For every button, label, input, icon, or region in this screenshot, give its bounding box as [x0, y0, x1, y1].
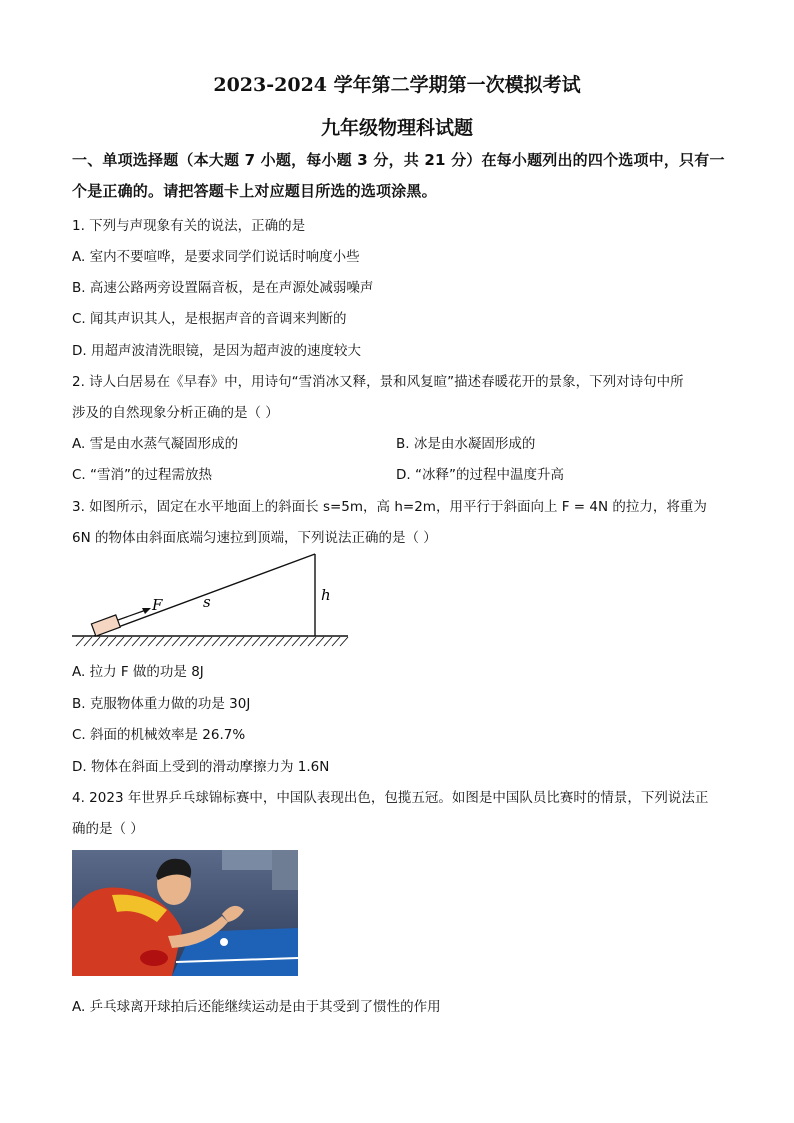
exam-title: 2023-2024 学年第二学期第一次模拟考试 [213, 74, 581, 96]
table-tennis-photo [72, 850, 298, 976]
exam-subtitle: 九年级物理科试题 [320, 117, 473, 139]
q4-option-a: A. 乒乓球离开球拍后还能继续运动是由于其受到了惯性的作用 [72, 999, 441, 1015]
q2-option-d: D. “冰释”的过程中温度升高 [396, 467, 564, 483]
block [91, 615, 120, 636]
q3-option-a: A. 拉力 F 做的功是 8J [72, 664, 204, 680]
q3-stem-line1: 3. 如图所示，固定在水平地面上的斜面长 s=5m，高 h=2m，用平行于斜面向上 F = 4N 的拉力，将重为 [72, 499, 707, 515]
q3-option-b: B. 克服物体重力做的功是 30J [72, 696, 251, 712]
q3-option-d: D. 物体在斜面上受到的滑动摩擦力为 1.6N [72, 759, 330, 775]
q2-option-c: C. “雪消”的过程需放热 [72, 467, 212, 483]
q2-stem-line1: 2. 诗人白居易在《早春》中，用诗句“雪消冰又释，景和风复暄”描述春暖花开的景象，下列对诗句中所 [72, 374, 684, 390]
q1-option-d: D. 用超声波清洗眼镜，是因为超声波的速度较大 [72, 343, 361, 359]
q2-option-a: A. 雪是由水蒸气凝固形成的 [72, 436, 239, 452]
ground-hatching [76, 637, 348, 646]
incline-diagram [72, 552, 352, 652]
q1-stem: 1. 下列与声现象有关的说法，正确的是 [72, 218, 306, 234]
q1-option-b: B. 高速公路两旁设置隔音板，是在声源处减弱噪声 [72, 280, 374, 296]
q1-option-c: C. 闻其声识其人，是根据声音的音调来判断的 [72, 311, 347, 327]
q3-stem-line2: 6N 的物体由斜面底端匀速拉到顶端，下列说法正确的是（ ） [72, 530, 437, 546]
q2-stem-line2: 涉及的自然现象分析正确的是（ ） [72, 405, 279, 421]
q3-option-c: C. 斜面的机械效率是 26.7% [72, 727, 246, 743]
q4-stem-line2: 确的是（ ） [72, 821, 144, 837]
table-tennis-player-image [72, 850, 298, 976]
force-label: F [152, 596, 163, 614]
q1-option-a: A. 室内不要喧哗，是要求同学们说话时响度小些 [72, 249, 360, 265]
height-label: h [321, 586, 331, 604]
slope-length-label: s [203, 593, 211, 611]
section-heading: 一、单项选择题（本大题 7 小题，每小题 3 分，共 21 分）在每小题列出的四个选项中，只有一个是正确的。请把答题卡上对应题目所选的选项涂黑。 [72, 151, 725, 200]
q4-stem-line1: 4. 2023 年世界乒乓球锦标赛中，中国队表现出色，包揽五冠。如图是中国队员比赛时的情景，下列说法正 [72, 790, 709, 806]
q2-option-b: B. 冰是由水凝固形成的 [396, 436, 536, 452]
